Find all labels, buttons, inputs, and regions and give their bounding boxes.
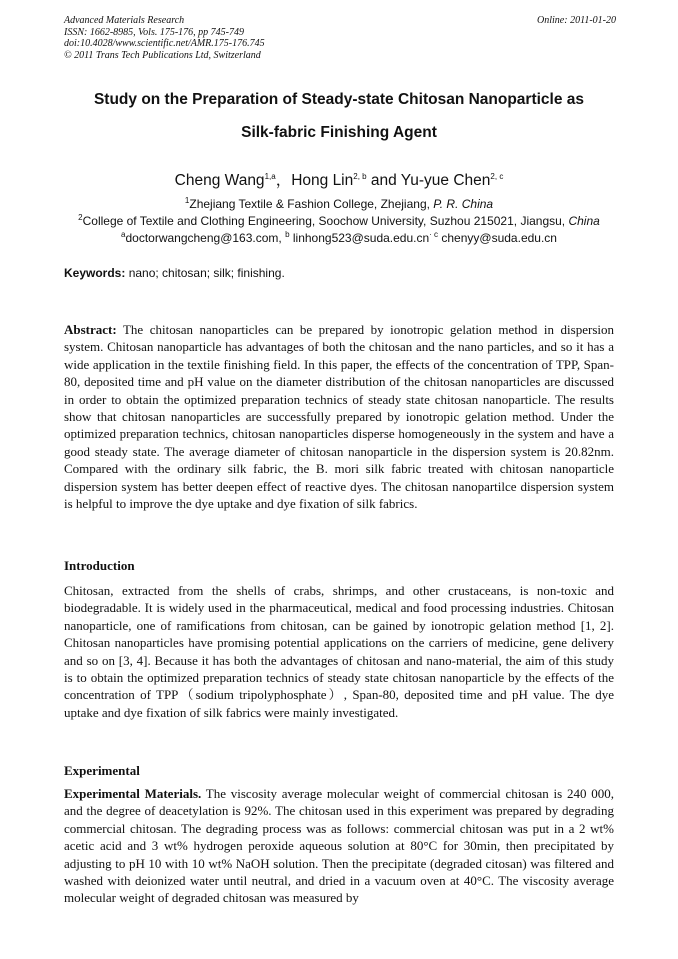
author-name: Hong Lin — [291, 172, 354, 189]
abstract-text: The chitosan nanoparticles can be prepared by ionotropic gelation method in dispersion system. Chitosan nanoparticle has advantages of both the chitosan and the nano particles, and so it has a wide application in the textile finishing field. In this paper, the effects of the concentration of TPP, Span-80, deposited time and pH value on the diameter distribution of the chitosan nanoparticles are discussed in order to obtain the optimized preparation technics of steady state chitosan nanoparticle. The results show that chitosan nanoparticles are successfully prepared by ionotropic gelation method. Under the optimized preparation technics, chitosan nanoparticles disperse homogeneously in the system and have a good steady state. The average diameter of chitosan nanoparticle in the dispersion system is 20.82nm. Compared with the ordinary silk fabric, the B. mori silk fabric treated with chitosan nanoparticle dispersion system has better deepen effect of reactive dyes. The chitosan nanopartilce dispersion system is helpful to improve the dye uptake and dye fixation of silk fabrics. — [64, 322, 614, 512]
affiliation-country: China — [568, 214, 600, 228]
email-c: chenyy@suda.edu.cn — [438, 231, 557, 245]
affiliation-text: College of Textile and Clothing Engineering, Soochow University, Suzhou 215021, Jiangsu, — [82, 214, 569, 228]
introduction-paragraph: Chitosan, extracted from the shells of crabs, shrimps, and other crustaceans, is non-toxic and biodegradable. It is widely used in the pharmaceutical, medical and food processing industries. Chitosan nanoparticle, one of ramifications from chitosan, can be gained by ionotropic gelation method [1, 2]. Chitosan nanoparticles have promising potential applications on the carriers of medicine, gene delivery and so on [3, 4]. Because it has both the advantages of chitosan and nano-material, the aim of this study is to obtain the optimized preparation technics of steady state chitosan nanoparticle by the effects of the concentration of TPP（sodium tripolyphosphate）, Span-80, deposited time and pH value. The dye uptake and dye fixation of silk fabrics were mainly investigated. — [64, 583, 614, 720]
affiliation-2 — [40, 214, 638, 228]
experimental-materials-text: The viscosity average molecular weight of commercial chitosan is 240 000, and the degree of deacetylation is 92%. The chitosan used in this experiment was prepared by degrading commercial chitosan. The degrading process was as follows: commercial chitosan was put in a 2 wt% acetic acid and 3 wt% hydrogen peroxide aqueous solution at 80°C for 30min, then precipitated by adjusting to pH 10 with 10 wt% NaOH solution. Then the precipitate (degraded citosan) was filtered and washed with deionized water until neutral, and dried in a vacuum oven at 40°C. The viscosity average molecular weight of degraded chitosan was measured by — [64, 786, 614, 906]
abstract-label: Abstract: — [64, 322, 117, 337]
affiliation-sup: 1 — [184, 196, 190, 205]
author-name: Yu-yue Chen — [400, 172, 491, 189]
affiliation-sup: 2 — [78, 213, 83, 222]
online-date: Online: 2011-01-20 — [537, 15, 616, 26]
paper-title-line-1: Study on the Preparation of Steady-state Chitosan Nanoparticle as — [93, 91, 585, 108]
email-sup: b — [285, 230, 290, 239]
affiliation-1 — [40, 197, 638, 211]
issn-line: ISSN: 1662-8985, Vols. 175-176, pp 745-749 — [64, 26, 244, 38]
keywords-text: nano; chitosan; silk; finishing. — [125, 266, 285, 280]
email-sup: · c — [429, 230, 439, 239]
affiliation-text: Zhejiang Textile & Fashion College, Zhejiang, — [189, 197, 434, 211]
author-sup: 1,a — [264, 171, 276, 181]
paper-title-line-2: Silk-fabric Finishing Agent — [241, 124, 437, 141]
journal-name: Advanced Materials Research — [64, 15, 185, 26]
affiliation-country: P. R. China — [433, 197, 494, 211]
experimental-materials-label: Experimental Materials. — [64, 786, 202, 801]
author-list — [40, 168, 638, 190]
experimental-heading: Experimental — [64, 763, 140, 778]
doi-line: doi:10.4028/www.scientific.net/AMR.175-176.745 — [64, 38, 265, 49]
email-sup: a — [121, 230, 126, 239]
email-b: linhong523@suda.edu.cn — [289, 231, 430, 245]
copyright-line: © 2011 Trans Tech Publications Ltd, Switzerland — [64, 49, 261, 61]
author-sup: 2, b — [353, 171, 367, 181]
abstract-paragraph — [64, 321, 614, 512]
experimental-paragraph — [64, 785, 614, 907]
introduction-heading: Introduction — [64, 558, 135, 573]
author-emails — [40, 231, 638, 245]
keywords-label: Keywords: — [64, 266, 126, 280]
running-header — [64, 15, 616, 61]
author-name: Cheng Wang — [174, 172, 265, 189]
author-separator: and — [366, 172, 401, 189]
email-a: doctorwangcheng@163.com, — [125, 231, 286, 245]
author-sup: 2, c — [490, 171, 504, 181]
keywords — [64, 266, 614, 280]
author-separator: ， — [275, 172, 292, 189]
